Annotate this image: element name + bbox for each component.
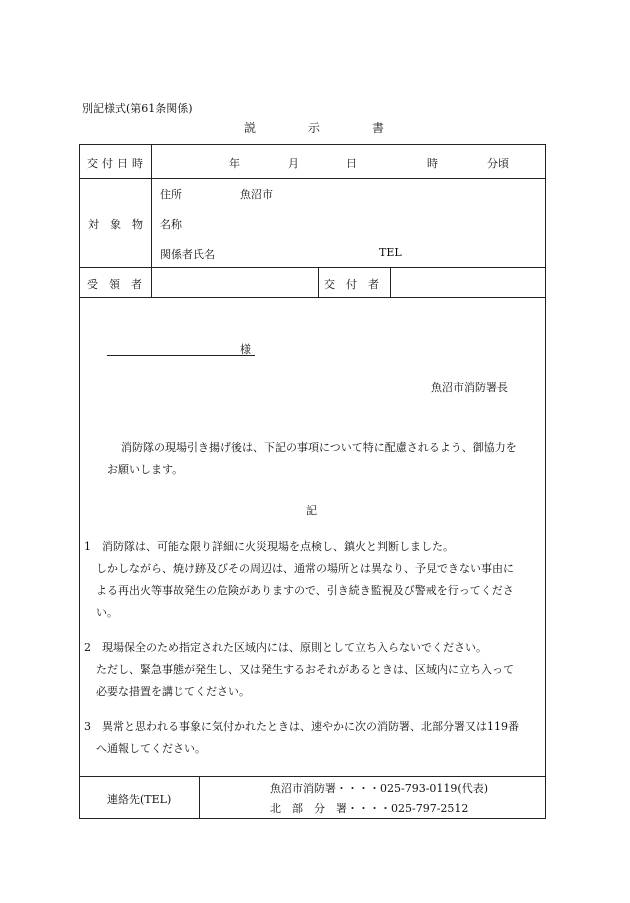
- year-unit: 年: [229, 157, 240, 170]
- label-column-divider: [151, 144, 152, 298]
- address-value: 魚沼市: [240, 188, 273, 201]
- table-border-top: [79, 144, 546, 145]
- recipient-name-line: [107, 355, 255, 356]
- row-divider-3: [79, 297, 546, 298]
- receiver-label: 受 領 者: [87, 278, 142, 291]
- item1-line-3: よる再出火等事故発生の危険がありますので、引き続き監視及び警戒を行ってくださ: [96, 584, 514, 597]
- sender-name: 魚沼市消防署長: [431, 381, 508, 394]
- minute-unit: 分頃: [487, 157, 509, 170]
- contact-line-2: 北 部 分 署・・・・025-797-2512: [270, 802, 469, 815]
- address-label: 住所: [160, 188, 182, 201]
- contact-line-1: 魚沼市消防署・・・・025-793-0119(代表): [270, 782, 489, 795]
- contact-column-divider: [199, 776, 200, 819]
- item1-line-4: い。: [96, 606, 118, 619]
- contact-person-label: 関係者氏名: [160, 248, 215, 261]
- row-divider-4: [79, 776, 546, 777]
- row-divider-1: [79, 178, 546, 179]
- item3-line-1: 3 異常と思われる事象に気付かれたときは、速やかに次の消防署、北部分署又は119番: [84, 720, 519, 733]
- table-border-bottom: [79, 818, 546, 819]
- honorific-sama: 様: [240, 343, 251, 356]
- intro-line-2: お願いします。: [107, 463, 184, 476]
- row-divider-2: [79, 267, 546, 268]
- month-unit: 月: [288, 157, 299, 170]
- target-label: 対 象 物: [88, 218, 143, 231]
- receiver-issuer-divider: [318, 267, 319, 298]
- ki-heading: 記: [306, 504, 317, 517]
- item2-line-1: 2 現場保全のため指定された区域内には、原則として立ち入らないでください。: [84, 641, 487, 654]
- item2-line-3: 必要な措置を講じてください。: [96, 685, 250, 698]
- tel-label: TEL: [379, 246, 402, 259]
- day-unit: 日: [346, 157, 357, 170]
- item2-line-2: ただし、緊急事態が発生し、又は発生するおそれがあるときは、区域内に立ち入って: [96, 663, 514, 676]
- issuer-value-divider: [390, 267, 391, 298]
- intro-line-1: 消防隊の現場引き揚げ後は、下記の事項について特に配慮されるよう、御協力を: [121, 441, 517, 454]
- table-border-right: [545, 144, 546, 819]
- name-label: 名称: [160, 218, 182, 231]
- contact-label: 連絡先(TEL): [107, 793, 172, 806]
- item1-line-2: しかしながら、焼け跡及びその周辺は、通常の場所とは異なり、予見できない事由に: [96, 562, 514, 575]
- issuer-label: 交 付 者: [324, 278, 379, 291]
- hour-unit: 時: [427, 157, 438, 170]
- document-title: 説 示 書: [243, 121, 404, 135]
- item1-line-1: 1 消防隊は、可能な限り詳細に火災現場を点検し、鎮火と判断しました。: [84, 540, 454, 553]
- issue-datetime-label: 交付日時: [87, 157, 147, 170]
- item3-line-2: へ通報してください。: [96, 742, 206, 755]
- form-label: 別記様式(第61条関係): [82, 102, 193, 115]
- table-border-left: [79, 144, 80, 819]
